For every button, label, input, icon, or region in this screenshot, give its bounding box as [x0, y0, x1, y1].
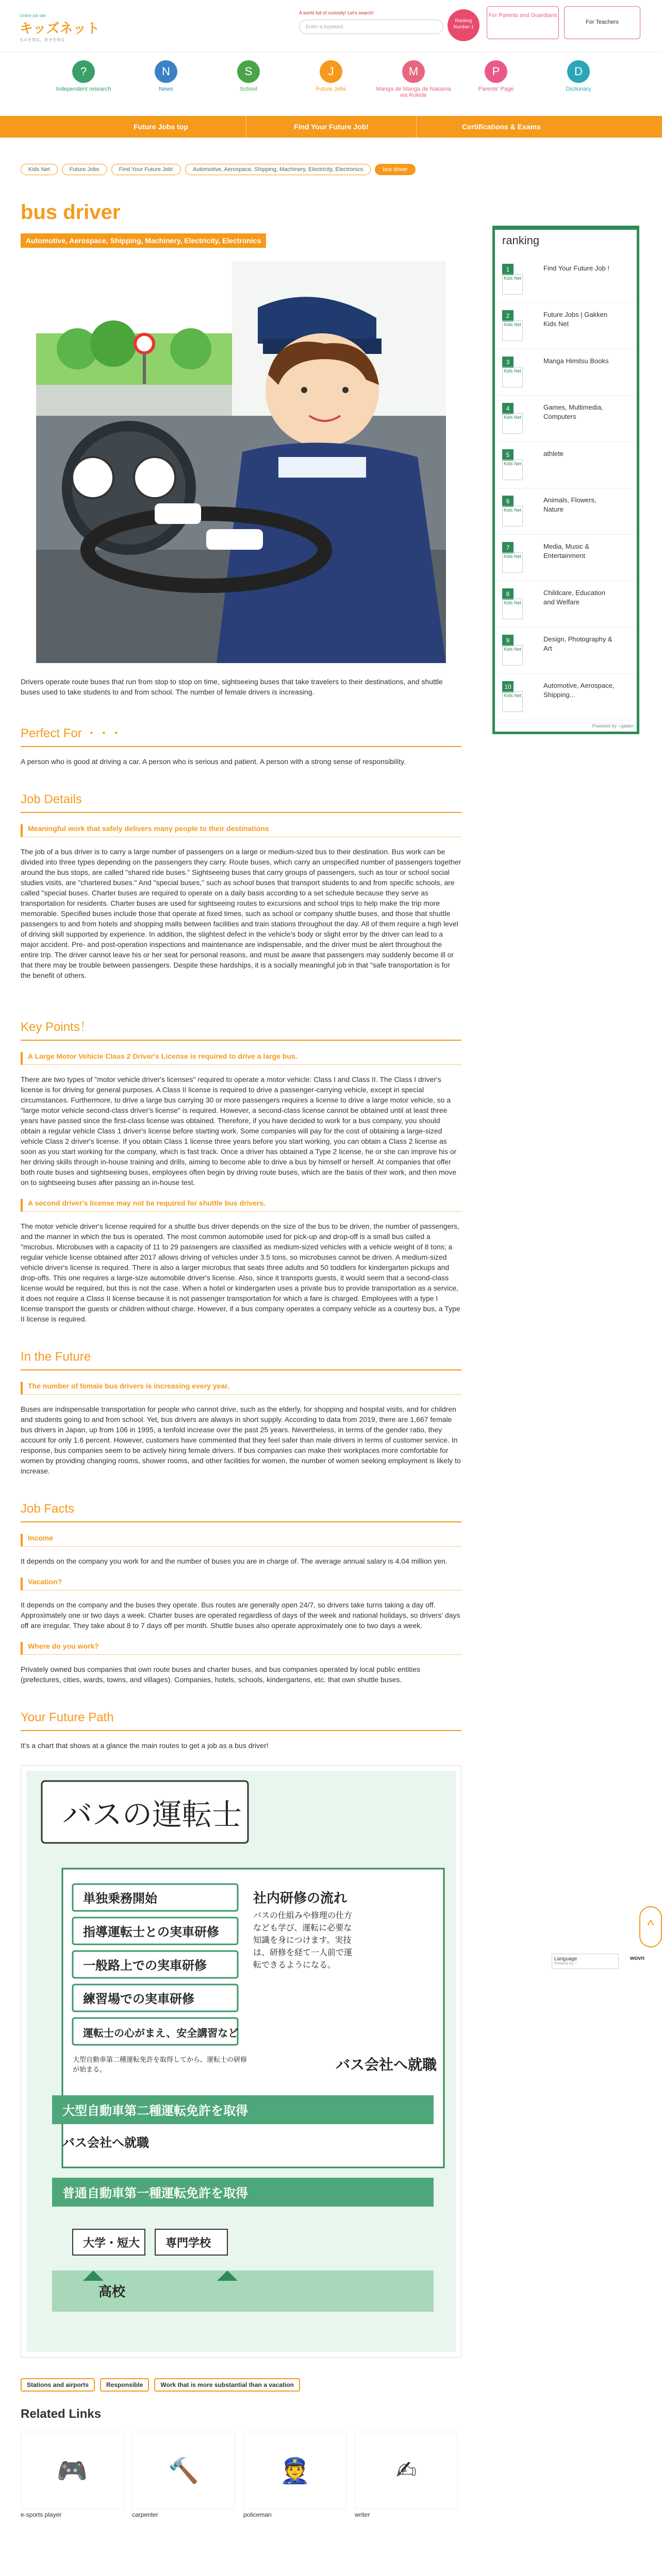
- related-links-heading: Related Links: [21, 2407, 102, 2421]
- ranking-thumbnail: Kids Net: [502, 274, 523, 295]
- ranking-title: ranking: [502, 234, 540, 247]
- perfect-for-text: A person who is good at driving a car. A person who is serious and patient. A person with a strong sense of responsibility.: [21, 757, 406, 766]
- key-points-heading: Key Points！: [21, 1016, 461, 1041]
- vocational-label: 専門学校: [166, 2236, 211, 2249]
- future-path-chart: [21, 1765, 461, 2358]
- nav-label: News: [159, 86, 173, 92]
- ranking-thumbnail: Kids Net: [502, 460, 523, 480]
- nav-label: Parents' Page: [478, 86, 514, 92]
- ranking-sidebar: [492, 226, 639, 734]
- tag[interactable]: Work that is more substantial than a vacation: [154, 2378, 300, 2392]
- ranking-name: athlete: [543, 450, 564, 457]
- job-facts-heading: Job Facts: [21, 1502, 461, 1522]
- ranking-number: 6: [502, 496, 514, 507]
- intro-text: Drivers operate route buses that run from stop to stop on time, sightseeing buses that take travelers to their destinations, and shuttle buses used to take students to and from school. The number of female drivers is increasing.: [21, 677, 443, 696]
- exam2-label: バス会社へ就職: [62, 2136, 149, 2150]
- nav-item[interactable]: [290, 52, 372, 108]
- ranking-name: Design, Photography & Art: [543, 635, 613, 652]
- ranking-name: Childcare, Education and Welfare: [543, 589, 605, 606]
- nav-label: Dictionary: [566, 86, 591, 92]
- ranking-thumbnail: Kids Net: [502, 599, 523, 619]
- license1-label: 普通自動車第一種運転免許を取得: [62, 2187, 248, 2200]
- license2-label: 大型自動車第二種運転免許を取得: [62, 2104, 248, 2118]
- license2-note: 大型自動車第二種運転免許を取得してから、運転士の研修が始まる。: [73, 2056, 247, 2073]
- related-image: 🎮: [21, 2432, 124, 2509]
- main-content: [21, 201, 461, 2519]
- related-label: e-sports player: [21, 2511, 62, 2518]
- school-icon: S: [237, 60, 260, 83]
- nav-label: Manga de Manga de Nakama wa Rokide: [376, 86, 451, 98]
- breadcrumb-item[interactable]: Kids Net: [21, 164, 58, 175]
- ranking-name: Media, Music & Entertainment: [543, 543, 589, 560]
- header-search: [299, 10, 443, 34]
- training-flow-title: 社内研修の流れ: [253, 1890, 347, 1906]
- ranking-name: Automotive, Aerospace, Shipping...: [543, 682, 615, 699]
- ranking-thumbnail: Kids Net: [502, 367, 523, 387]
- logo-tagline: ものを知る、好きを知る: [20, 38, 65, 42]
- hero-illustration: [36, 261, 446, 663]
- tag[interactable]: Responsible: [100, 2378, 149, 2392]
- ranking-badge[interactable]: Ranking Number 1: [448, 9, 479, 41]
- ranking-number: 10: [502, 681, 514, 692]
- key-points-text-2: The motor vehicle driver's license required for a shuttle bus driver depends on the size of the bus to be driven, the number of passengers, and the manner in which the bus is operated. The most common automobile used for pick-up and drop-off is a small bus called a "microbus. Microbuses with a capacity of 11 to 29 passengers are classified as medium-sized vehicles with a vehicle weight of 8 tons; a regular vehicle license obtained after 2017 allows driving of vehicles under 3.5 tons, so microbuses cannot be driven. A medium-sized vehicle driver's license is required. There is also a larger microbus that seats three adults and 50 toddlers for kindergarten pickups and drop-offs. This one requires a large-size automobile driver's license. Also, since it transports guests, it would seem that a second-class license would be required, but this is not the case. When a hotel or kindergarten uses a private bus to provide transportation as a service, it does not require a Class II license because it is not passenger transportation for which a fare is charged. Employees with a type I license transport the guests or children without charge. However, if a bus company operates a company vehicle as a courtesy bus, a Type II license is required.: [21, 1222, 460, 1323]
- related-label: policeman: [243, 2511, 272, 2518]
- related-label: writer: [355, 2511, 370, 2518]
- workplace-heading: Where do you work?: [21, 1642, 461, 1655]
- future-subheading: The number of female bus drivers is increasing every year.: [21, 1382, 461, 1395]
- magnifier-icon: ?: [72, 60, 95, 83]
- ranking-name: Future Jobs | Gakken Kids Net: [543, 311, 608, 328]
- nav-label: Future Jobs: [316, 86, 346, 92]
- step-5: 運転士の心がまえ、安全講習など: [83, 2028, 239, 2039]
- training-flow-text: バスの仕組みや修理の仕方なども学び、運転に必要な知識を身につけます。実技は、研修を経て一人前で運転できるようになる。: [253, 1911, 353, 1970]
- ranking-thumbnail: Kids Net: [502, 506, 523, 527]
- key-points-text-1: There are two types of "motor vehicle driver's licenses" required to operate a motor vehicle: Class I and Class II. The Class I driver's license is for driving for general purposes. A Class II license is required to drive a passenger-carrying vehicle, except in special circumstances. Furthermore, to drive a large bus carrying 30 or more passengers requires a license to drive a large motor vehicle, so a "large motor vehicle second-class driver's license" is required. However, a second-class license cannot be obtained until at least three years have passed since the first-class license was obtained. Therefore, if you have decided to work for a bus company, you should obtain a regular vehicle Class 1 driver's license before starting work. Some companies will pay for the cost of obtaining a large-sized vehicle Class 2 driver's license. If you obtain Class 1 license three years before you start working, you can obtain a Class 2 license as soon as you start working for the company, which is fast track. Once a driver has obtained a Type 2 license, he or she can improve his or her driving skills through in-house training and drills, aiming to become able to drive a bus by himself or herself. At companies that offer both route buses and sightseeing buses, employees often begin by driving route buses, which are the basis of their work, and then move on to sightseeing buses after passing an in-house test.: [21, 1075, 457, 1187]
- page-title: bus driver: [21, 201, 121, 224]
- nav-item[interactable]: [372, 52, 455, 108]
- site-logo[interactable]: [20, 13, 107, 42]
- job-details-text: The job of a bus driver is to carry a large number of passengers on a large or medium-sized bus to their destination. Bus work can be divided into three types depending on the passengers they carry. Route buses, which carry an unspecified number of passengers together around the bus stops, are called "shared ride buses." Sightseeing buses that carry groups of passengers, such as tour or school social studies visits, are "chartered buses." And "special buses," such as school buses that transport students to and from specific schools, are called "special buses. Charter buses are required to operate on a daily basis according to a set schedule because they serve as transportation for residents. Charter buses are used for sightseeing routes to excursions and school trips to help make the trip more memorable. Specified buses include those that operate at fixed times, such as school or company shuttle buses, and those that shuttle passengers to and from hotels and shopping malls between facilities and train stations throughout the day. All of them require a high level of driving skill supported by experience. In addition, the slightest defect in the vehicle's body or slight error by the driver can lead to a major accident. Pre- and post-operation inspections and maintenance are indispensable, and the driver must be alert throughout the entire trip. The driver cannot leave his or her seat for personal reasons, and must be aware that passengers may suddenly become ill or that there may be trouble between passengers. Despite these hardships, it is a socially meaningful job in that "safe transportation is for the benefit of others.: [21, 848, 461, 979]
- exam-label: バス会社へ就職: [336, 2057, 437, 2073]
- job-details-heading: Job Details: [21, 792, 461, 813]
- related-item[interactable]: [132, 2432, 235, 2519]
- tag-list: [21, 2378, 461, 2392]
- teachers-button[interactable]: For Teachers: [564, 6, 640, 39]
- breadcrumb-item[interactable]: Find Your Future Job!: [111, 164, 181, 175]
- future-text: Buses are indispensable transportation for people who cannot drive, such as the elderly, for shopping and hospital visits, and for children and students going to and from school. Yet, bus drivers are always in short supply. According to data from 2019, there are 1,667 female bus drivers in Japan, up from 106 in 1995, a tenfold increase over the past 25 years. Nevertheless, in terms of the gender ratio, they account for only 1.6 percent. However, customers have commented that they feel safer than male drivers in terms of customer service. In response, bus companies seem to be actively hiring female drivers. If bus companies can make their workplaces more comfortable for women by providing changing rooms, shower rooms, and other facilities for women, the number of women seeking employment is likely to increase.: [21, 1405, 461, 1475]
- ranking-thumbnail: Kids Net: [502, 552, 523, 573]
- key-points-subheading-2: A second driver's license may not be required for shuttle bus drivers.: [21, 1199, 461, 1212]
- ranking-item[interactable]: [495, 674, 637, 720]
- step-4: 練習場での実車研修: [83, 1992, 194, 2006]
- site-header: [0, 0, 662, 52]
- future-path-text: It's a chart that shows at a glance the main routes to get a job as a bus driver!: [21, 1741, 269, 1750]
- breadcrumb-current: bus driver: [375, 164, 415, 175]
- vacation-heading: Vacation?: [21, 1578, 461, 1590]
- language-powered: Powered by ○: [554, 1962, 577, 1965]
- income-text: It depends on the company you work for and the number of buses you are in charge of. The average annual salary is 4.04 million yen.: [21, 1557, 448, 1565]
- perfect-for-heading: Perfect For ・・・: [21, 723, 461, 747]
- ranking-thumbnail: Kids Net: [502, 691, 523, 712]
- highschool-label: 高校: [98, 2284, 126, 2299]
- related-image: 🔨: [132, 2432, 235, 2509]
- related-item[interactable]: [355, 2432, 458, 2519]
- ranking-item[interactable]: [495, 628, 637, 674]
- job-details-subheading: Meaningful work that safely delivers many people to their destinations: [21, 824, 461, 837]
- nav-label: Independent research: [56, 86, 111, 92]
- subnav-find-job[interactable]: Find Your Future Job!: [246, 116, 416, 138]
- related-image: 👮: [243, 2432, 346, 2509]
- language-label: Language: [554, 1956, 577, 1962]
- related-item[interactable]: [243, 2432, 346, 2519]
- ranking-item[interactable]: [495, 349, 637, 396]
- ranking-name: Manga Himitsu Books: [543, 357, 609, 365]
- step-1: 単独乗務開始: [83, 1892, 157, 1906]
- nav-label: School: [240, 86, 257, 92]
- language-selector[interactable]: [552, 1954, 619, 1969]
- breadcrumb: [21, 164, 416, 175]
- ranking-name: Find Your Future Job !: [543, 264, 609, 272]
- future-path-heading: Your Future Path: [21, 1710, 461, 1731]
- ranking-item[interactable]: [495, 303, 637, 349]
- ranking-item[interactable]: [495, 396, 637, 442]
- category-tag[interactable]: Automotive, Aerospace, Shipping, Machinery, Electricity, Electronics: [21, 233, 266, 248]
- ranking-number: 8: [502, 588, 514, 600]
- related-item[interactable]: [21, 2432, 124, 2519]
- income-heading: Income: [21, 1534, 461, 1547]
- college-label: 大学・短大: [83, 2236, 140, 2249]
- ranking-item[interactable]: [495, 442, 637, 488]
- ranking-number: 2: [502, 310, 514, 321]
- subnav-future-jobs-top[interactable]: Future Jobs top: [134, 123, 188, 131]
- related-label: carpenter: [132, 2511, 158, 2518]
- ranking-number: 5: [502, 449, 514, 461]
- wovn-logo: wovn: [630, 1955, 645, 1961]
- parents-button[interactable]: For Parents and Guardians: [487, 6, 559, 39]
- chart-title: バスの運転士: [62, 1797, 242, 1832]
- sub-nav: [0, 116, 662, 138]
- briefcase-icon: J: [320, 60, 342, 83]
- ranking-powered: Powered by ○gaden: [592, 723, 634, 728]
- manga-icon: M: [402, 60, 425, 83]
- ranking-number: 3: [502, 357, 514, 368]
- nav-item[interactable]: [125, 52, 207, 108]
- ranking-item[interactable]: [495, 257, 637, 303]
- ranking-thumbnail: Kids Net: [502, 413, 523, 434]
- nav-item[interactable]: [537, 52, 620, 108]
- ranking-thumbnail: Kids Net: [502, 320, 523, 341]
- scroll-top-icon[interactable]: ^: [639, 1906, 662, 1947]
- key-points-subheading-1: A Large Motor Vehicle Class 2 Driver's License is required to drive a large bus.: [21, 1052, 461, 1065]
- book-icon: D: [567, 60, 590, 83]
- newspaper-icon: N: [155, 60, 177, 83]
- step-2: 指導運転士との実車研修: [83, 1925, 219, 1939]
- future-heading: In the Future: [21, 1350, 461, 1370]
- workplace-text: Privately owned bus companies that own route buses and charter buses, and bus companies operated by local public entities (prefectures, cities, wards, towns, and villages). Companies, hotels, schools, kindergartens, etc. that own shuttle buses.: [21, 1665, 421, 1684]
- breadcrumb-item[interactable]: Future Jobs: [62, 164, 107, 175]
- step-3: 一般路上での実車研修: [83, 1959, 207, 1973]
- ranking-item[interactable]: [495, 488, 637, 535]
- bus-driver-illustration: [36, 261, 446, 663]
- breadcrumb-item[interactable]: Automotive, Aerospace, Shipping, Machinery, Electricity, Electronics: [185, 164, 371, 175]
- logo-small: Online job site: [20, 13, 46, 18]
- nav-item[interactable]: [42, 52, 125, 108]
- subnav-certifications[interactable]: Certifications & Exams: [416, 116, 586, 138]
- ranking-number: 1: [502, 264, 514, 275]
- nav-item[interactable]: [207, 52, 290, 108]
- search-input[interactable]: Enter a keyword: [299, 20, 443, 34]
- career-path-diagram: [21, 1766, 461, 2357]
- search-note: A world full of curiosity! Let's search!: [299, 10, 374, 15]
- ranking-number: 7: [502, 542, 514, 553]
- related-image: ✍: [355, 2432, 458, 2509]
- ranking-list: [495, 257, 637, 720]
- nav-item[interactable]: [455, 52, 537, 108]
- related-links: [21, 2432, 461, 2519]
- ranking-item[interactable]: [495, 535, 637, 581]
- ranking-name: Animals, Flowers, Nature: [543, 496, 597, 513]
- family-icon: P: [485, 60, 507, 83]
- logo-text: キッズネット: [20, 21, 100, 37]
- ranking-thumbnail: Kids Net: [502, 645, 523, 666]
- ranking-item[interactable]: [495, 581, 637, 628]
- vacation-text: It depends on the company and the buses they operate. Bus routes are generally open 24/7, so drivers take turns taking a day off. Approximately one or two days a week. Charter buses are operated regardless of days of the week and national holidays, so drivers' days off are irregular. They take about 8 to 7 days off per month. Shuttle buses also operate approximately one to two days a week.: [21, 1601, 460, 1630]
- tag[interactable]: Stations and airports: [21, 2378, 95, 2392]
- main-nav: [0, 52, 662, 108]
- ranking-name: Games, Multimedia, Computers: [543, 403, 603, 420]
- ranking-number: 9: [502, 635, 514, 646]
- ranking-number: 4: [502, 403, 514, 414]
